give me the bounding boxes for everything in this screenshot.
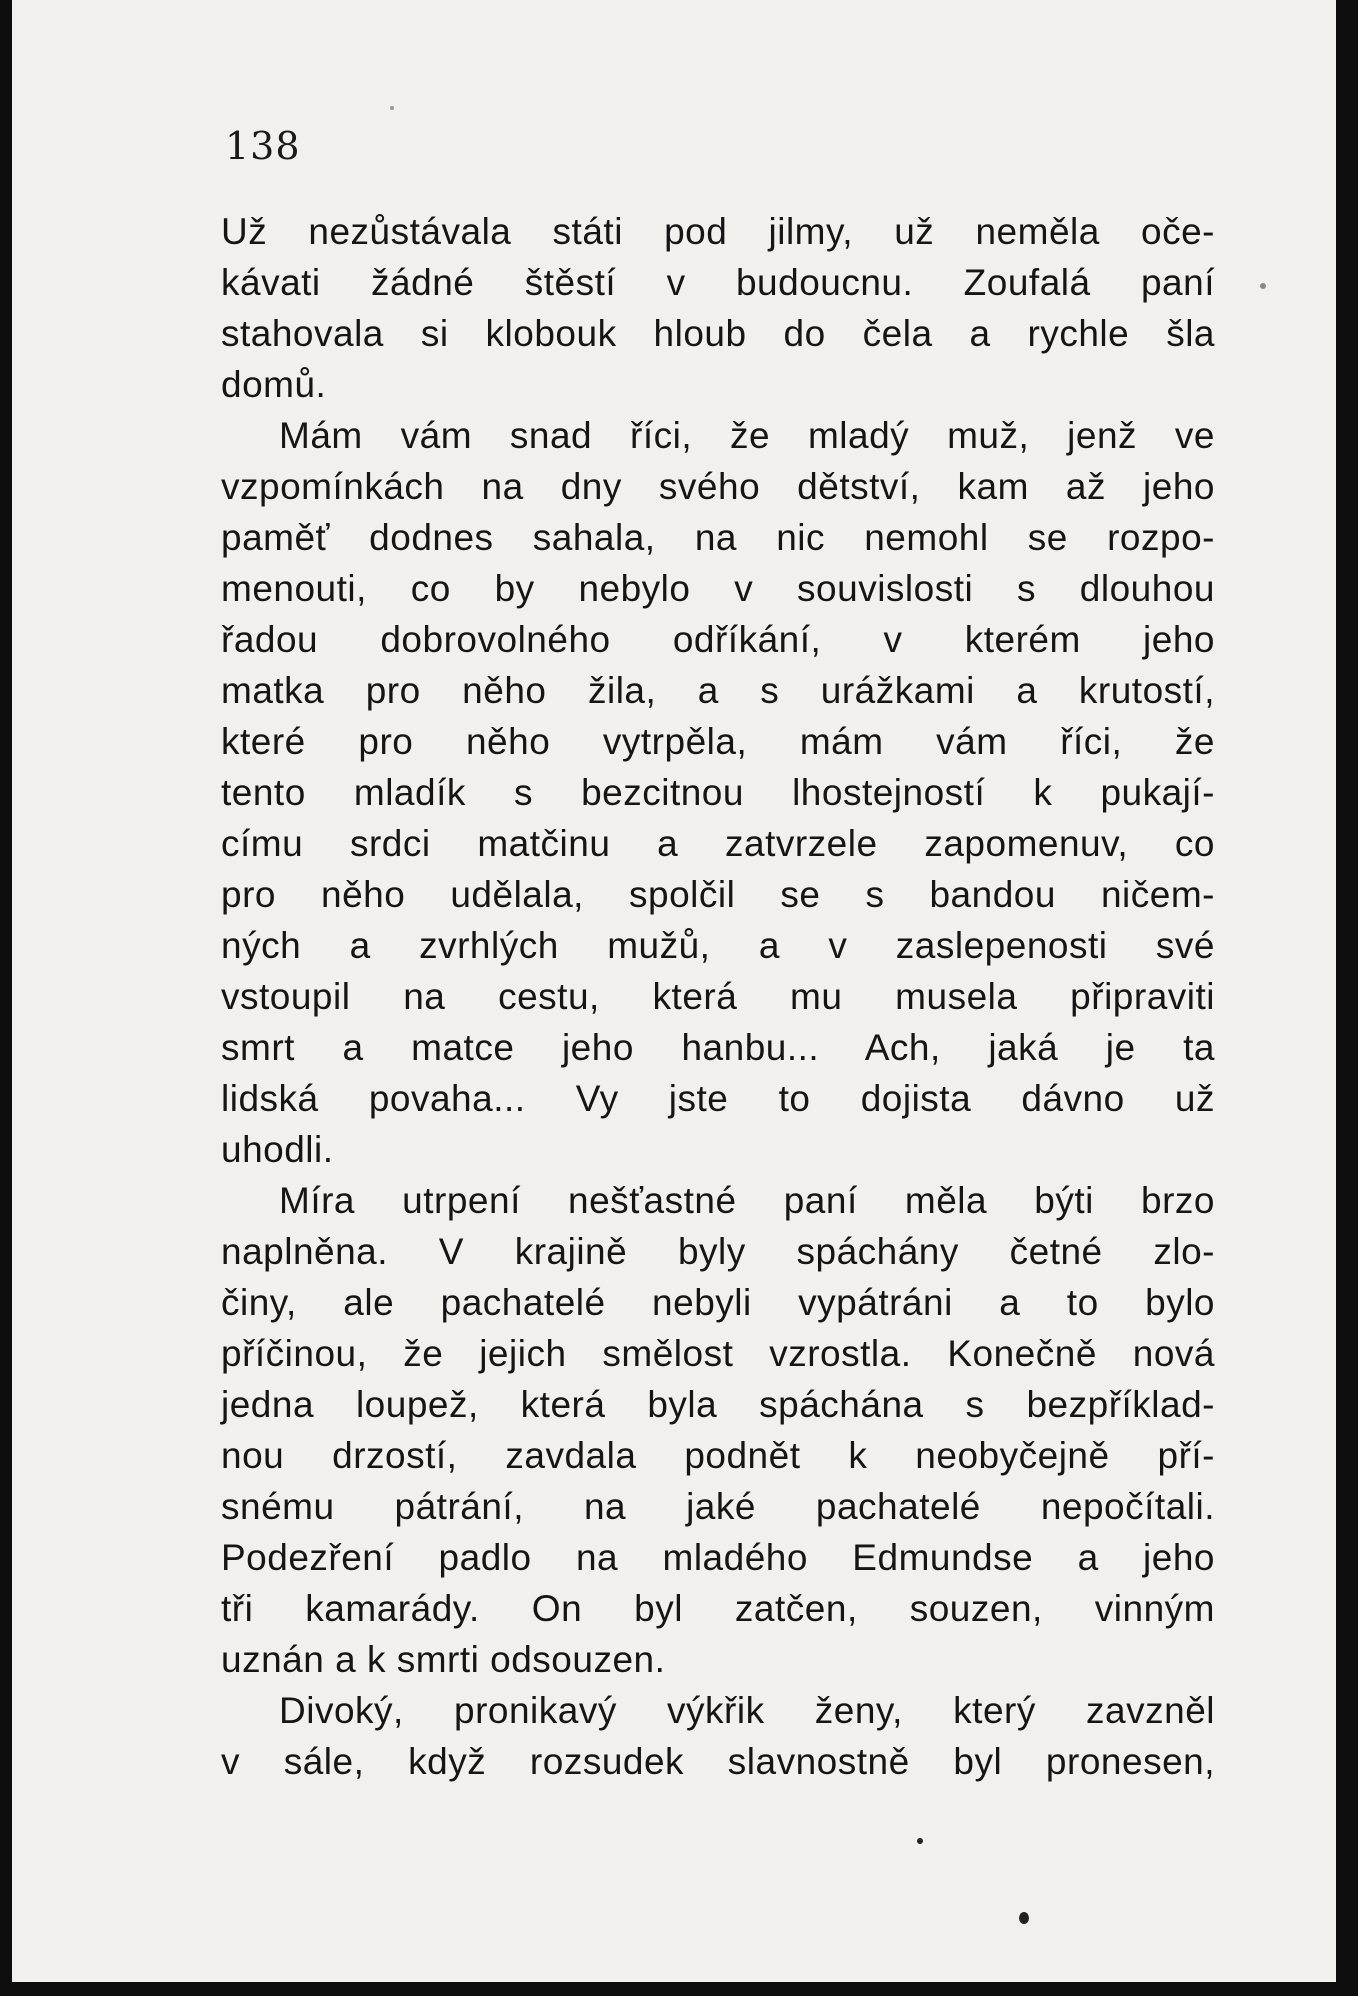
body-text bbox=[221, 206, 1215, 1787]
text-line: Už nezůstávala státi pod jilmy, už neměla oče- bbox=[221, 211, 1215, 252]
text-line: paměť dodnes sahala, na nic nemohl se rozpo- bbox=[221, 517, 1215, 558]
text-line: smrt a matce jeho hanbu... Ach, jaká je ta bbox=[221, 1027, 1215, 1068]
text-line: uznán a k smrti odsouzen. bbox=[221, 1639, 666, 1680]
text-line: lidská povaha... Vy jste to dojista dávno už bbox=[221, 1078, 1215, 1119]
text-line: vzpomínkách na dny svého dětství, kam až jeho bbox=[221, 466, 1215, 507]
text-line: vstoupil na cestu, která mu musela připraviti bbox=[221, 976, 1215, 1017]
text-line: stahovala si klobouk hloub do čela a rychle šla bbox=[221, 313, 1215, 354]
text-line: tři kamarády. On byl zatčen, souzen, vinným bbox=[221, 1588, 1215, 1629]
text-line: domů. bbox=[221, 364, 327, 405]
text-line: uhodli. bbox=[221, 1129, 334, 1170]
text-line: Mám vám snad říci, že mladý muž, jenž ve bbox=[279, 415, 1215, 456]
text-line: příčinou, že jejich smělost vzrostla. Konečně nová bbox=[221, 1333, 1215, 1374]
text-line: které pro něho vytrpěla, mám vám říci, že bbox=[221, 721, 1215, 762]
scan-speck bbox=[1019, 1912, 1029, 1924]
text-line: matka pro něho žila, a s urážkami a krutostí, bbox=[221, 670, 1215, 711]
scan-speck bbox=[917, 1838, 923, 1844]
text-line: menouti, co by nebylo v souvislosti s dlouhou bbox=[221, 568, 1215, 609]
text-line: činy, ale pachatelé nebyli vypátráni a to bylo bbox=[221, 1282, 1215, 1323]
text-line: pro něho udělala, spolčil se s bandou ničem- bbox=[221, 874, 1215, 915]
text-line: v sále, když rozsudek slavnostně byl pronesen, bbox=[221, 1741, 1215, 1782]
text-line: ných a zvrhlých mužů, a v zaslepenosti své bbox=[221, 925, 1215, 966]
scan-speck bbox=[390, 106, 394, 110]
text-line: Podezření padlo na mladého Edmundse a jeho bbox=[221, 1537, 1215, 1578]
book-page bbox=[12, 0, 1336, 1982]
text-line: naplněna. V krajině byly spáchány četné zlo- bbox=[221, 1231, 1215, 1272]
text-line: snému pátrání, na jaké pachatelé nepočítali. bbox=[221, 1486, 1215, 1527]
text-line: řadou dobrovolného odříkání, v kterém jeho bbox=[221, 619, 1215, 660]
page-number: 138 bbox=[225, 124, 301, 168]
text-line: nou drzostí, zavdala podnět k neobyčejně pří- bbox=[221, 1435, 1215, 1476]
text-line: jedna loupež, která byla spáchána s bezpříklad- bbox=[221, 1384, 1215, 1425]
text-line: kávati žádné štěstí v budoucnu. Zoufalá paní bbox=[221, 262, 1215, 303]
scan-speck bbox=[1260, 283, 1266, 289]
text-line: tento mladík s bezcitnou lhostejností k pukají- bbox=[221, 772, 1215, 813]
text-line: Míra utrpení nešťastné paní měla býti brzo bbox=[279, 1180, 1215, 1221]
text-line: Divoký, pronikavý výkřik ženy, který zavzněl bbox=[279, 1690, 1215, 1731]
text-line: címu srdci matčinu a zatvrzele zapomenuv, co bbox=[221, 823, 1215, 864]
